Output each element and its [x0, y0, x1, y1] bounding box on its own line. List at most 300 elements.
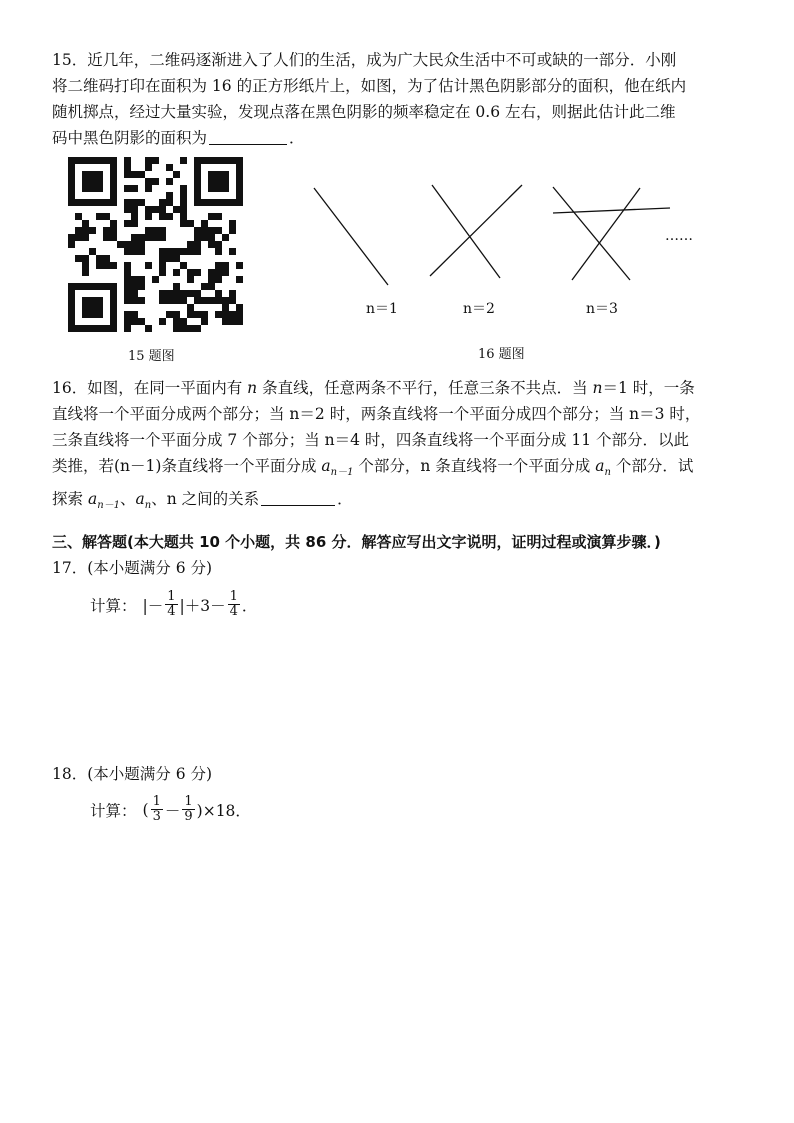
qr-module — [229, 297, 236, 304]
qr-module — [110, 220, 117, 227]
qr-module — [194, 227, 201, 234]
qr-module — [110, 157, 117, 164]
qr-module — [68, 283, 75, 290]
qr-module — [131, 213, 138, 220]
label-n3: n＝3 — [586, 301, 618, 317]
qr-module — [89, 185, 96, 192]
qr-module — [229, 248, 236, 255]
qr-module — [236, 157, 243, 164]
qr-module — [166, 178, 173, 185]
qr-module — [131, 171, 138, 178]
qr-module — [89, 178, 96, 185]
qr-module — [89, 248, 96, 255]
qr-module — [82, 199, 89, 206]
qr-module — [96, 325, 103, 332]
qr-module — [110, 192, 117, 199]
qr-module — [166, 164, 173, 171]
q16-line-4: 类推，若(n－1)条直线将一个平面分成 $a_{n-1}$ 个部分，n 条直线将一个平面分成 $a_n$ 个部分．试 — [52, 457, 694, 478]
qr-module — [166, 297, 173, 304]
qr-module — [194, 241, 201, 248]
qr-module — [236, 192, 243, 199]
qr-module — [96, 304, 103, 311]
qr-module — [68, 318, 75, 325]
qr-module — [180, 248, 187, 255]
q18-calc-label: 计算： — [90, 801, 137, 820]
qr-module — [145, 262, 152, 269]
qr-module — [222, 262, 229, 269]
qr-module — [68, 241, 75, 248]
qr-module — [180, 213, 187, 220]
qr-module — [208, 241, 215, 248]
qr-module — [138, 234, 145, 241]
qr-module — [159, 227, 166, 234]
qr-module — [82, 311, 89, 318]
qr-module — [173, 206, 180, 213]
qr-module — [131, 248, 138, 255]
qr-module — [222, 199, 229, 206]
qr-module — [215, 227, 222, 234]
q17-heading: 17．(本小题满分 6 分) — [52, 559, 213, 577]
qr-module — [68, 304, 75, 311]
qr-module — [110, 185, 117, 192]
qr-module — [145, 325, 152, 332]
qr-module — [201, 157, 208, 164]
qr-module — [208, 171, 215, 178]
qr-module — [110, 262, 117, 269]
n2-line-b — [430, 185, 522, 276]
qr-module — [159, 297, 166, 304]
qr-module — [124, 290, 131, 297]
qr-module — [89, 157, 96, 164]
qr-module — [187, 290, 194, 297]
qr-module — [236, 178, 243, 185]
qr-module — [180, 290, 187, 297]
qr-module — [82, 220, 89, 227]
qr-module — [75, 227, 82, 234]
qr-module — [110, 325, 117, 332]
qr-module — [180, 318, 187, 325]
qr-module — [117, 241, 124, 248]
qr-module — [222, 297, 229, 304]
qr-module — [201, 234, 208, 241]
qr-module — [103, 283, 110, 290]
qr-module — [145, 157, 152, 164]
qr-module — [82, 283, 89, 290]
qr-module — [222, 318, 229, 325]
question-16 — [52, 375, 752, 519]
qr-module — [131, 311, 138, 318]
qr-module — [159, 234, 166, 241]
qr-module — [180, 325, 187, 332]
qr-module — [222, 311, 229, 318]
qr-module — [145, 206, 152, 213]
qr-module — [89, 297, 96, 304]
qr-module — [187, 269, 194, 276]
qr-module — [96, 213, 103, 220]
qr-module — [208, 297, 215, 304]
qr-module — [89, 283, 96, 290]
qr-module — [82, 304, 89, 311]
qr-module — [208, 178, 215, 185]
qr-module — [215, 199, 222, 206]
qr-module — [222, 178, 229, 185]
qr-module — [215, 157, 222, 164]
qr-module — [89, 325, 96, 332]
q16-line-5: 探索 $a_{n-1}$、$a_n$、n 之间的关系 ． — [52, 490, 353, 511]
qr-module — [166, 199, 173, 206]
qr-module — [194, 192, 201, 199]
qr-module — [75, 199, 82, 206]
qr-module — [138, 283, 145, 290]
qr-module — [194, 311, 201, 318]
qr-module — [173, 318, 180, 325]
q15-line-4 — [52, 125, 752, 151]
qr-module — [187, 276, 194, 283]
qr-module — [229, 157, 236, 164]
qr-module — [159, 269, 166, 276]
q17-fraction-1: $\frac{1}{4}$ — [167, 589, 176, 619]
qr-module — [124, 185, 131, 192]
label-n2: n＝2 — [463, 301, 495, 317]
qr-module — [75, 325, 82, 332]
qr-module — [173, 255, 180, 262]
qr-module — [215, 262, 222, 269]
q17-fraction-2: $\frac{1}{4}$ — [229, 589, 238, 619]
qr-module — [229, 311, 236, 318]
qr-module — [131, 220, 138, 227]
q15-answer-blank[interactable] — [209, 128, 287, 145]
qr-module — [180, 297, 187, 304]
qr-module — [159, 199, 166, 206]
qr-module — [180, 262, 187, 269]
n3-line-a — [553, 187, 630, 280]
qr-module — [68, 171, 75, 178]
q16-line-1: 16．如图，在同一平面内有 n 条直线，任意两条不平行，任意三条不共点．当 n＝1 时，一条 — [52, 379, 695, 397]
qr-module — [152, 227, 159, 234]
qr-module — [166, 311, 173, 318]
qr-module — [110, 311, 117, 318]
q17-abs-close: |＋3－ — [179, 596, 226, 615]
qr-module — [89, 311, 96, 318]
n3-line-b — [572, 188, 640, 280]
qr-module — [187, 304, 194, 311]
qr-module — [215, 311, 222, 318]
qr-module — [96, 185, 103, 192]
qr-module — [194, 290, 201, 297]
qr-module — [152, 206, 159, 213]
qr-module — [131, 297, 138, 304]
qr-module — [236, 311, 243, 318]
qr-module — [138, 199, 145, 206]
qr-module — [131, 276, 138, 283]
qr-module — [124, 276, 131, 283]
qr-module — [110, 290, 117, 297]
qr-module — [208, 157, 215, 164]
qr-module — [145, 227, 152, 234]
qr-module — [222, 269, 229, 276]
qr-module — [215, 213, 222, 220]
qr-module — [166, 213, 173, 220]
continuation-dots: …… — [665, 228, 693, 244]
qr-module — [208, 227, 215, 234]
qr-module — [236, 304, 243, 311]
qr-module — [222, 185, 229, 192]
qr-module — [110, 304, 117, 311]
label-n1: n＝1 — [366, 301, 398, 317]
qr-module — [68, 185, 75, 192]
qr-module — [138, 276, 145, 283]
qr-module — [110, 234, 117, 241]
qr-module — [166, 290, 173, 297]
qr-module — [124, 199, 131, 206]
qr-module — [173, 311, 180, 318]
qr-module — [145, 178, 152, 185]
qr-module — [236, 262, 243, 269]
qr-module — [229, 199, 236, 206]
qr-module — [138, 297, 145, 304]
q16-line-2: 直线将一个平面分成两个部分；当 n＝2 时，两条直线将一个平面分成四个部分；当 n＝3 时， — [52, 405, 701, 423]
qr-module — [229, 318, 236, 325]
qr-module — [152, 157, 159, 164]
qr-module — [82, 269, 89, 276]
qr-module — [124, 311, 131, 318]
qr-module — [194, 157, 201, 164]
qr-module — [96, 157, 103, 164]
qr-module — [75, 234, 82, 241]
qr-module — [208, 276, 215, 283]
qr-module — [68, 297, 75, 304]
qr-module — [96, 255, 103, 262]
qr-module — [145, 185, 152, 192]
qr-module — [215, 178, 222, 185]
qr-module — [208, 199, 215, 206]
qr-module — [103, 262, 110, 269]
qr-module — [68, 325, 75, 332]
qr-module — [82, 178, 89, 185]
q18-fraction-2: $\frac{1}{9}$ — [184, 794, 193, 824]
qr-module — [173, 290, 180, 297]
qr-module — [131, 234, 138, 241]
q17-calc-label: 计算： — [90, 596, 137, 615]
qr-module — [124, 318, 131, 325]
qr-module — [68, 164, 75, 171]
qr-module — [194, 234, 201, 241]
qr-module — [124, 220, 131, 227]
qr-module — [159, 248, 166, 255]
q18-fraction-1: $\frac{1}{3}$ — [152, 794, 161, 824]
qr-module — [187, 220, 194, 227]
qr-module — [152, 178, 159, 185]
qr-module — [159, 213, 166, 220]
qr-module — [173, 248, 180, 255]
qr-module — [194, 171, 201, 178]
qr-module — [138, 318, 145, 325]
qr-module — [194, 269, 201, 276]
qr-module — [82, 234, 89, 241]
qr-module — [159, 290, 166, 297]
qr-module — [110, 227, 117, 234]
qr-module — [236, 276, 243, 283]
qr-module — [145, 234, 152, 241]
qr-module — [124, 297, 131, 304]
qr-module — [124, 248, 131, 255]
qr-module — [215, 269, 222, 276]
qr-module — [152, 234, 159, 241]
qr-module — [82, 297, 89, 304]
qr-module — [82, 157, 89, 164]
qr-module — [215, 297, 222, 304]
qr-module — [124, 283, 131, 290]
qr-module — [110, 199, 117, 206]
q15-line-1: 15．近几年，二维码逐渐进入了人们的生活，成为广大民众生活中不可或缺的一部分．小刚 — [52, 51, 677, 69]
qr-module — [173, 171, 180, 178]
qr-module — [166, 255, 173, 262]
qr-module — [180, 206, 187, 213]
qr-module — [103, 227, 110, 234]
qr-module — [96, 283, 103, 290]
qr-module — [236, 199, 243, 206]
figure-15-caption: 15 题图 — [128, 349, 175, 364]
qr-module — [194, 297, 201, 304]
qr-module — [124, 269, 131, 276]
qr-module — [166, 248, 173, 255]
qr-module — [215, 241, 222, 248]
qr-module — [124, 206, 131, 213]
qr-module — [124, 171, 131, 178]
qr-module — [194, 185, 201, 192]
qr-module — [159, 206, 166, 213]
qr-module — [187, 325, 194, 332]
qr-module — [124, 325, 131, 332]
qr-module — [68, 311, 75, 318]
qr-module — [236, 318, 243, 325]
q15-line-2: 将二维码打印在面积为 16 的正方形纸片上，如图，为了估计黑色阴影部分的面积，他在纸内 — [52, 77, 687, 95]
n1-line — [314, 188, 388, 285]
qr-module — [89, 227, 96, 234]
qr-module — [201, 311, 208, 318]
qr-module — [201, 199, 208, 206]
qr-module — [82, 262, 89, 269]
qr-module — [180, 220, 187, 227]
qr-module — [236, 164, 243, 171]
qr-module — [159, 318, 166, 325]
qr-module — [215, 185, 222, 192]
qr-module — [159, 255, 166, 262]
qr-module — [208, 213, 215, 220]
qr-module — [82, 325, 89, 332]
qr-module — [103, 234, 110, 241]
qr-module — [110, 171, 117, 178]
qr-module — [208, 234, 215, 241]
q17-expression: 计算： |－ $\frac{1}{4}$ |＋3－ $\frac{1}{4}$ ． — [90, 589, 258, 619]
qr-module — [124, 241, 131, 248]
qr-module — [131, 206, 138, 213]
qr-module — [194, 325, 201, 332]
qr-module — [131, 199, 138, 206]
qr-module — [68, 157, 75, 164]
qr-module — [103, 255, 110, 262]
qr-module — [131, 241, 138, 248]
qr-module — [103, 199, 110, 206]
qr-module — [145, 164, 152, 171]
qr-module — [96, 297, 103, 304]
qr-module — [110, 283, 117, 290]
qr-module — [124, 164, 131, 171]
qr-module — [103, 157, 110, 164]
qr-module — [75, 283, 82, 290]
qr-module — [180, 199, 187, 206]
qr-module — [208, 269, 215, 276]
qr-module — [180, 185, 187, 192]
qr-module — [103, 325, 110, 332]
qr-module — [96, 262, 103, 269]
q18-expression: 计算： ( $\frac{1}{3}$ － $\frac{1}{9}$ )×18． — [90, 794, 251, 824]
qr-module — [173, 283, 180, 290]
qr-module — [96, 199, 103, 206]
qr-module — [138, 241, 145, 248]
q15-line-4-end: ． — [289, 129, 305, 147]
qr-module — [222, 234, 229, 241]
qr-module — [215, 276, 222, 283]
qr-module — [96, 171, 103, 178]
qr-module — [180, 157, 187, 164]
qr-module — [75, 213, 82, 220]
qr-module — [89, 199, 96, 206]
qr-module — [222, 171, 229, 178]
q17-abs-open: |－ — [142, 596, 164, 615]
qr-module — [229, 220, 236, 227]
qr-module — [187, 311, 194, 318]
qr-module — [215, 171, 222, 178]
q15-line-3: 随机掷点，经过大量实验，发现点落在黑色阴影的频率稳定在 0.6 左右，则据此估计此二维 — [52, 103, 676, 121]
qr-module — [173, 297, 180, 304]
section-3-heading: 三、解答题(本大题共 10 个小题，共 86 分．解答应写出文字说明，证明过程或演算步骤．) — [52, 533, 661, 551]
qr-module — [215, 290, 222, 297]
qr-module — [110, 318, 117, 325]
qr-module — [131, 318, 138, 325]
qr-module — [138, 171, 145, 178]
qr-module — [194, 164, 201, 171]
qr-module — [131, 283, 138, 290]
qr-module — [110, 178, 117, 185]
qr-module — [194, 199, 201, 206]
question-15 — [52, 47, 752, 151]
qr-module — [138, 248, 145, 255]
qr-module — [131, 185, 138, 192]
qr-module — [110, 164, 117, 171]
qr-module — [89, 304, 96, 311]
q18-heading: 18．(本小题满分 6 分) — [52, 765, 213, 783]
qr-module — [229, 290, 236, 297]
qr-module — [68, 178, 75, 185]
qr-module — [131, 290, 138, 297]
qr-module — [82, 185, 89, 192]
qr-module — [82, 227, 89, 234]
qr-module — [96, 311, 103, 318]
qr-module — [194, 248, 201, 255]
figure-16-caption: 16 题图 — [478, 347, 525, 362]
qr-module — [215, 248, 222, 255]
qr-module — [96, 178, 103, 185]
qr-module — [124, 262, 131, 269]
qr-module — [103, 213, 110, 220]
qr-module — [89, 171, 96, 178]
q16-answer-blank[interactable] — [261, 489, 335, 506]
qr-module — [236, 171, 243, 178]
qr-module — [201, 297, 208, 304]
figure-16-lines — [300, 170, 700, 290]
qr-module — [124, 157, 131, 164]
